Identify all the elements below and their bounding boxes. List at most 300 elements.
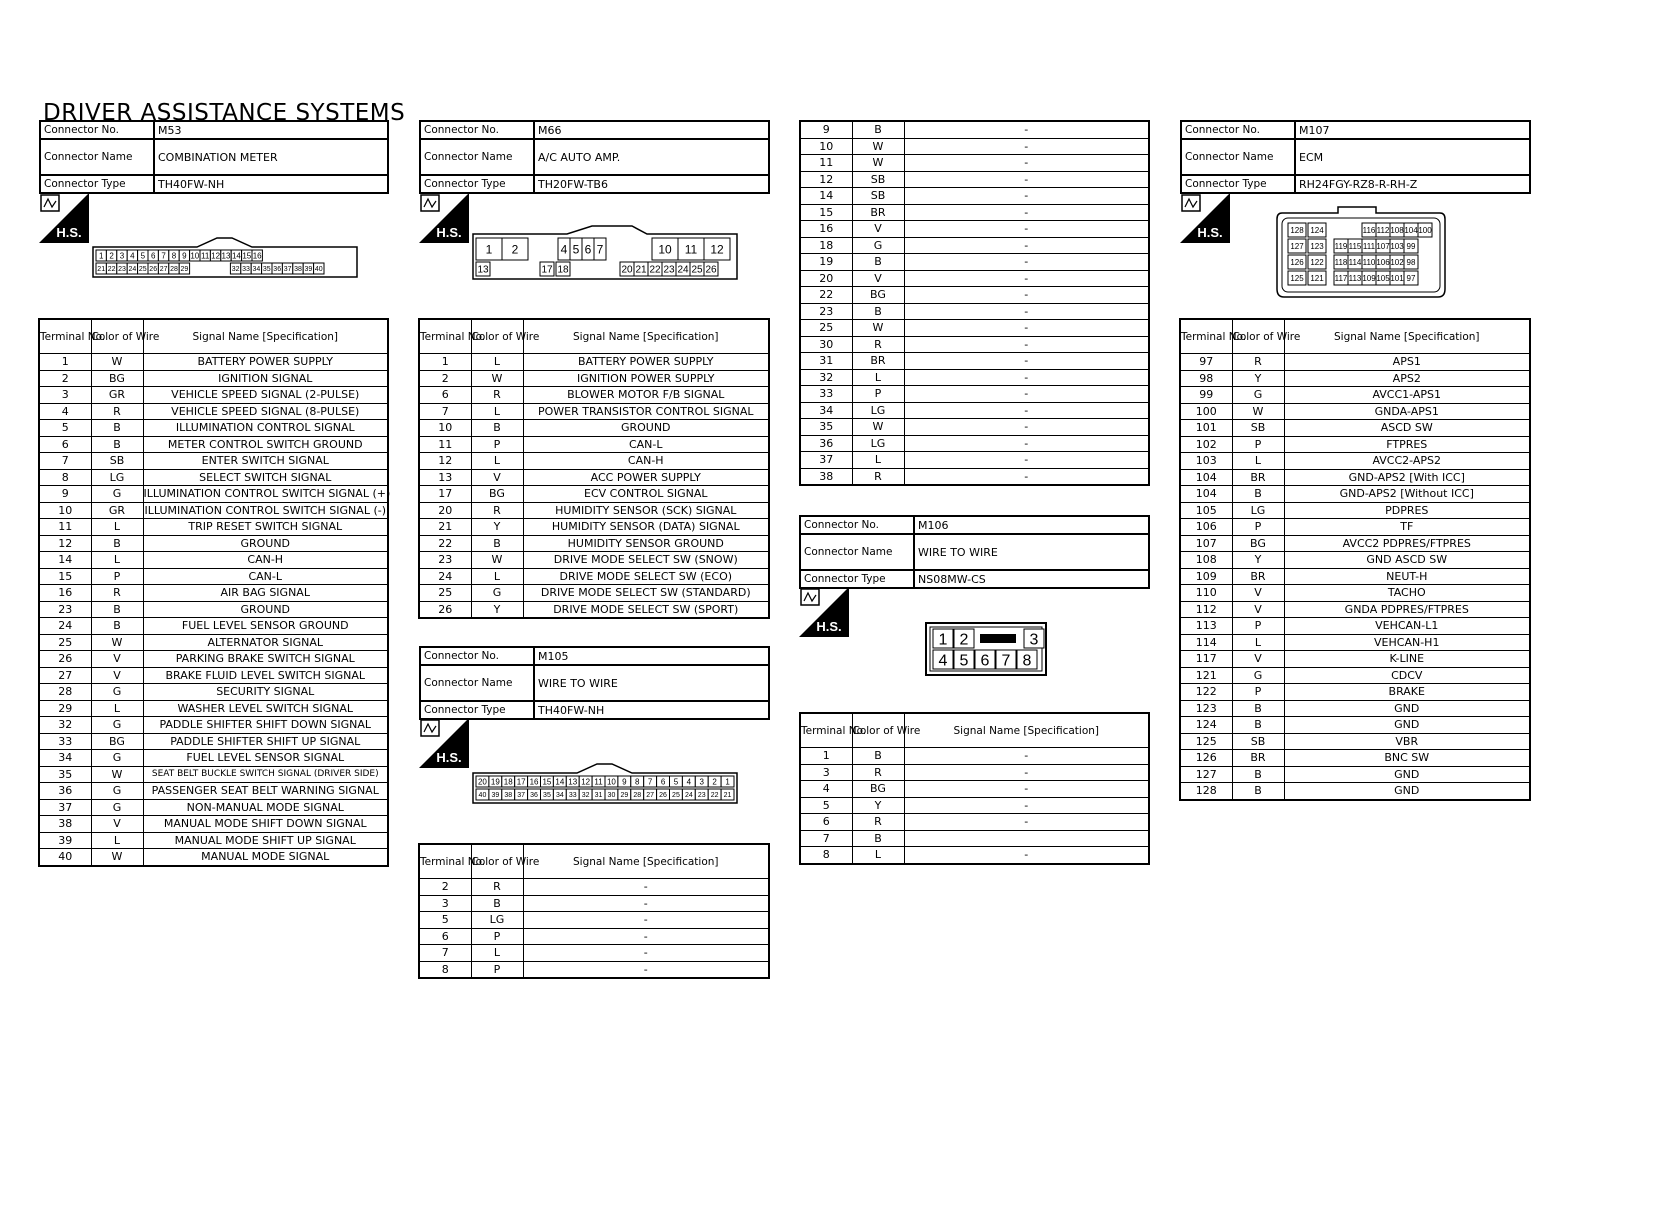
wire-color-cell: P (1232, 684, 1284, 701)
terminal-no-cell: 14 (39, 552, 91, 569)
wire-color-cell: Y (471, 601, 523, 618)
pin-label: 11 (201, 251, 210, 261)
table-row (800, 748, 1149, 765)
table-row (1180, 700, 1530, 717)
terminal-table-m105-continued (799, 120, 1150, 486)
table-row (419, 502, 769, 519)
table-row (419, 387, 769, 404)
header-color-of-wire: Color of Wire (1232, 319, 1284, 354)
pin-label: 12 (710, 242, 724, 257)
terminal-table-m66 (418, 318, 770, 619)
table-row (1180, 387, 1530, 404)
header-terminal-no: Terminal No. (800, 713, 852, 748)
wire-color-cell: R (1232, 354, 1284, 371)
wire-color-cell: W (91, 766, 143, 783)
terminal-no-cell: 9 (39, 486, 91, 503)
signal-name-cell: - (904, 121, 1149, 138)
signal-name-cell: METER CONTROL SWITCH GROUND (143, 436, 388, 453)
wire-color-cell: SB (1232, 420, 1284, 437)
terminal-no-cell: 34 (800, 402, 852, 419)
wire-color-cell: W (852, 155, 904, 172)
wire-color-cell: LG (1232, 502, 1284, 519)
pin-label: 19 (490, 777, 500, 787)
pin-label: 101 (1390, 273, 1404, 283)
pin-label: 22 (107, 266, 116, 274)
wire-color-cell: B (852, 121, 904, 138)
table-row (1180, 420, 1530, 437)
terminal-no-cell: 123 (1180, 700, 1232, 717)
pin-label: 2 (712, 777, 717, 787)
pin-label: 1 (938, 631, 948, 649)
table-row (39, 684, 388, 701)
table-row (1180, 486, 1530, 503)
terminal-no-cell: 24 (39, 618, 91, 635)
table-row (419, 486, 769, 503)
pin-label: 32 (581, 792, 590, 800)
wire-color-cell: R (852, 814, 904, 831)
harness-side-icon (419, 718, 469, 768)
signal-name-cell: ENTER SWITCH SIGNAL (143, 453, 388, 470)
pin-label: 21 (635, 264, 647, 276)
table-row (419, 469, 769, 486)
label-connector-type: Connector Type (420, 701, 534, 719)
pin-label: 6 (980, 652, 990, 670)
terminal-no-cell: 21 (419, 519, 471, 536)
terminal-no-cell: 5 (39, 420, 91, 437)
pin-label: 10 (606, 777, 616, 787)
table-row (39, 469, 388, 486)
pin-label: 37 (517, 792, 526, 800)
pin-label: 23 (697, 792, 706, 800)
table-row (39, 420, 388, 437)
signal-name-cell: MANUAL MODE SIGNAL (143, 849, 388, 866)
signal-name-cell: PADDLE SHIFTER SHIFT DOWN SIGNAL (143, 717, 388, 734)
wire-color-cell: V (1232, 651, 1284, 668)
signal-name-cell: POWER TRANSISTOR CONTROL SIGNAL (523, 403, 769, 420)
signal-name-cell: VEHICLE SPEED SIGNAL (8-PULSE) (143, 403, 388, 420)
table-row (419, 552, 769, 569)
table-row (39, 403, 388, 420)
wire-color-cell: SB (852, 188, 904, 205)
label-connector-no: Connector No. (420, 647, 534, 665)
pin-label: 14 (555, 777, 565, 787)
pin-label: 6 (150, 251, 156, 261)
pin-label: 18 (503, 777, 513, 787)
table-row (800, 303, 1149, 320)
table-row (800, 353, 1149, 370)
wire-color-cell: BR (1232, 750, 1284, 767)
connector-face-m106 (925, 622, 1047, 676)
pin-label: 7 (161, 251, 166, 261)
signal-name-cell: BRAKE FLUID LEVEL SWITCH SIGNAL (143, 667, 388, 684)
signal-name-cell: - (904, 402, 1149, 419)
terminal-no-cell: 11 (800, 155, 852, 172)
table-row (1180, 354, 1530, 371)
wire-color-cell: BR (852, 353, 904, 370)
wire-color-cell: V (471, 469, 523, 486)
pin-label: 126 (1290, 257, 1304, 267)
connector-type-value: TH40FW-NH (154, 175, 388, 193)
signal-name-cell: - (904, 155, 1149, 172)
signal-name-cell: - (523, 928, 769, 945)
connector-info-m53 (39, 120, 389, 194)
connector-face-m53 (92, 232, 358, 278)
terminal-no-cell: 121 (1180, 667, 1232, 684)
table-row (419, 420, 769, 437)
signal-name-cell: - (904, 287, 1149, 304)
terminal-table-m53 (38, 318, 389, 867)
pin-label: 26 (149, 266, 158, 274)
pin-label: 38 (504, 792, 513, 800)
connector-no-value: M66 (534, 121, 769, 139)
table-row (39, 354, 388, 371)
terminal-no-cell: 6 (800, 814, 852, 831)
signal-name-cell: FUEL LEVEL SENSOR GROUND (143, 618, 388, 635)
signal-name-cell: BRAKE (1284, 684, 1530, 701)
wire-color-cell: L (1232, 453, 1284, 470)
signal-name-cell: - (904, 797, 1149, 814)
connector-face-m107 (1276, 205, 1446, 303)
table-row (800, 155, 1149, 172)
connector-no-value: M105 (534, 647, 769, 665)
terminal-no-cell: 30 (800, 336, 852, 353)
hs-label: H.S. (816, 619, 842, 634)
signal-name-cell: HUMIDITY SENSOR GROUND (523, 535, 769, 552)
wire-color-cell: GR (91, 502, 143, 519)
wire-color-cell: L (471, 403, 523, 420)
terminal-no-cell: 12 (800, 171, 852, 188)
wire-color-cell: B (1232, 766, 1284, 783)
table-row (800, 468, 1149, 485)
header-signal-name: Signal Name [Specification] (523, 844, 769, 879)
pin-label: 20 (621, 264, 633, 276)
signal-name-cell: - (904, 435, 1149, 452)
signal-name-cell: - (904, 336, 1149, 353)
table-row (1180, 370, 1530, 387)
connector-name-value: WIRE TO WIRE (534, 665, 769, 701)
pin-label: 6 (660, 777, 666, 787)
signal-name-cell: PARKING BRAKE SWITCH SIGNAL (143, 651, 388, 668)
wire-color-cell: P (1232, 519, 1284, 536)
table-row (39, 519, 388, 536)
pin-label: 4 (686, 777, 692, 787)
wire-color-cell: R (91, 585, 143, 602)
signal-name-cell: SEAT BELT BUCKLE SWITCH SIGNAL (DRIVER SIDE) (143, 766, 388, 783)
terminal-no-cell: 38 (800, 468, 852, 485)
terminal-no-cell: 4 (39, 403, 91, 420)
label-connector-no: Connector No. (1181, 121, 1295, 139)
table-row (800, 204, 1149, 221)
pin-label: 35 (262, 266, 271, 274)
wire-color-cell: W (471, 552, 523, 569)
pin-label: 33 (242, 266, 250, 274)
terminal-no-cell: 114 (1180, 634, 1232, 651)
table-row (1180, 519, 1530, 536)
terminal-no-cell: 4 (800, 781, 852, 798)
terminal-no-cell: 104 (1180, 486, 1232, 503)
signal-name-cell: ALTERNATOR SIGNAL (143, 634, 388, 651)
pin-label: 21 (97, 266, 106, 274)
signal-name-cell: FTPRES (1284, 436, 1530, 453)
pin-label: 24 (677, 264, 689, 276)
pin-label: 113 (1348, 273, 1362, 283)
table-row (39, 552, 388, 569)
pin-label: 30 (607, 792, 616, 800)
wire-color-cell: W (471, 370, 523, 387)
wire-color-cell: L (471, 354, 523, 371)
signal-name-cell: DRIVE MODE SELECT SW (STANDARD) (523, 585, 769, 602)
terminal-no-cell: 36 (39, 783, 91, 800)
wire-color-cell: R (471, 502, 523, 519)
pin-label: 8 (1022, 652, 1032, 670)
signal-name-cell: GROUND (523, 420, 769, 437)
signal-name-cell: - (904, 221, 1149, 238)
pin-label: 8 (171, 251, 177, 261)
terminal-no-cell: 32 (800, 369, 852, 386)
terminal-no-cell: 109 (1180, 568, 1232, 585)
signal-name-cell: GND (1284, 766, 1530, 783)
terminal-no-cell: 5 (800, 797, 852, 814)
header-color-of-wire: Color of Wire (91, 319, 143, 354)
signal-name-cell: NON-MANUAL MODE SIGNAL (143, 799, 388, 816)
harness-side-icon (799, 587, 849, 637)
pin-label: 108 (1390, 225, 1404, 235)
hs-label: H.S. (56, 225, 82, 240)
wire-color-cell: B (852, 303, 904, 320)
pin-label: 13 (477, 264, 489, 276)
signal-name-cell: DRIVE MODE SELECT SW (SNOW) (523, 552, 769, 569)
label-connector-name: Connector Name (800, 534, 914, 570)
table-row (39, 535, 388, 552)
connector-info-m106 (799, 515, 1150, 589)
pin-label: 15 (542, 777, 552, 787)
table-row (39, 717, 388, 734)
connector-face-m66 (472, 224, 738, 280)
pin-label: 25 (691, 264, 703, 276)
table-row (39, 387, 388, 404)
signal-name-cell: - (904, 171, 1149, 188)
wire-color-cell: W (852, 320, 904, 337)
wire-color-cell: B (91, 436, 143, 453)
signal-name-cell: ILLUMINATION CONTROL SWITCH SIGNAL (-) (144, 503, 386, 517)
key-slot (980, 634, 1016, 643)
terminal-no-cell: 1 (800, 748, 852, 765)
header-terminal-no: Terminal No. (39, 319, 91, 354)
signal-name-cell: GROUND (143, 601, 388, 618)
table-row (419, 519, 769, 536)
terminal-no-cell: 124 (1180, 717, 1232, 734)
wire-color-cell: P (852, 386, 904, 403)
table-row (39, 700, 388, 717)
wire-color-cell: R (852, 336, 904, 353)
table-row (800, 336, 1149, 353)
table-row (419, 354, 769, 371)
wire-color-cell: V (1232, 585, 1284, 602)
terminal-no-cell: 16 (800, 221, 852, 238)
signal-name-cell: ECV CONTROL SIGNAL (523, 486, 769, 503)
terminal-no-cell: 10 (800, 138, 852, 155)
wire-color-cell: P (1232, 618, 1284, 635)
signal-name-cell: - (904, 419, 1149, 436)
signal-name-cell: VBR (1284, 733, 1530, 750)
pin-label: 40 (478, 792, 487, 800)
wire-color-cell: Y (471, 519, 523, 536)
pin-label: 8 (635, 777, 640, 787)
table-row (1180, 783, 1530, 800)
header-signal-name: Signal Name [Specification] (143, 319, 388, 354)
terminal-no-cell: 97 (1180, 354, 1232, 371)
wire-color-cell: BG (91, 370, 143, 387)
table-row (800, 764, 1149, 781)
terminal-no-cell: 33 (39, 733, 91, 750)
signal-name-cell: ASCD SW (1284, 420, 1530, 437)
pin-label: 7 (647, 777, 653, 787)
table-row (800, 830, 1149, 847)
terminal-no-cell: 20 (800, 270, 852, 287)
pin-label: 23 (663, 264, 675, 276)
wire-color-cell: L (471, 945, 523, 962)
signal-name-cell: DRIVE MODE SELECT SW (ECO) (523, 568, 769, 585)
terminal-no-cell: 23 (419, 552, 471, 569)
terminal-no-cell: 99 (1180, 387, 1232, 404)
signal-name-cell: SECURITY SIGNAL (143, 684, 388, 701)
signal-name-cell: HUMIDITY SENSOR (SCK) SIGNAL (523, 502, 769, 519)
terminal-no-cell: 7 (419, 945, 471, 962)
terminal-no-cell: 25 (800, 320, 852, 337)
table-row (39, 618, 388, 635)
pin-label: 22 (710, 792, 719, 800)
signal-name-cell: AIR BAG SIGNAL (143, 585, 388, 602)
signal-name-cell: K-LINE (1284, 651, 1530, 668)
wire-color-cell: L (471, 568, 523, 585)
connector-info-m107 (1180, 120, 1531, 194)
table-row (800, 386, 1149, 403)
pin-label: 1 (485, 242, 493, 257)
connector-no-value: M53 (154, 121, 388, 139)
table-row (1180, 403, 1530, 420)
table-row (419, 535, 769, 552)
signal-name-cell: PDPRES (1284, 502, 1530, 519)
table-row (39, 750, 388, 767)
signal-name-cell: NEUT-H (1284, 568, 1530, 585)
pin-label: 38 (294, 266, 302, 274)
terminal-no-cell: 126 (1180, 750, 1232, 767)
table-row (1180, 684, 1530, 701)
table-row (39, 651, 388, 668)
pin-label: 26 (659, 792, 667, 800)
wire-color-cell: SB (852, 171, 904, 188)
terminal-no-cell: 14 (800, 188, 852, 205)
pin-label: 7 (1001, 652, 1011, 670)
signal-name-cell: - (904, 270, 1149, 287)
pin-label: 124 (1310, 225, 1324, 235)
signal-name-cell: - (523, 945, 769, 962)
connector-type-value: RH24FGY-RZ8-R-RH-Z (1295, 175, 1530, 193)
terminal-no-cell: 15 (800, 204, 852, 221)
pin-label: 100 (1418, 225, 1432, 235)
wire-color-cell: P (1232, 436, 1284, 453)
signal-name-cell: AVCC2 PDPRES/FTPRES (1284, 535, 1530, 552)
terminal-no-cell: 25 (39, 634, 91, 651)
connector-face-m105 (472, 758, 738, 804)
pin-label: 119 (1334, 241, 1348, 251)
table-row (1180, 585, 1530, 602)
terminal-no-cell: 10 (39, 502, 91, 519)
table-row (39, 370, 388, 387)
pin-label: 125 (1290, 273, 1304, 283)
pin-label: 24 (684, 792, 693, 800)
pin-label: 112 (1376, 225, 1390, 235)
terminal-no-cell: 27 (39, 667, 91, 684)
pin-label: 27 (646, 792, 655, 800)
terminal-no-cell: 113 (1180, 618, 1232, 635)
terminal-no-cell: 28 (39, 684, 91, 701)
table-row (39, 832, 388, 849)
signal-name-cell: SELECT SWITCH SIGNAL (143, 469, 388, 486)
terminal-no-cell: 37 (800, 452, 852, 469)
table-row (800, 419, 1149, 436)
terminal-no-cell: 17 (419, 486, 471, 503)
terminal-no-cell: 26 (39, 651, 91, 668)
pin-label: 6 (584, 242, 592, 257)
pin-label: 114 (1348, 257, 1362, 267)
wire-color-cell: P (471, 436, 523, 453)
terminal-no-cell: 36 (800, 435, 852, 452)
label-connector-type: Connector Type (800, 570, 914, 588)
pin-label: 10 (190, 251, 200, 261)
wire-color-cell: Y (852, 797, 904, 814)
table-row (419, 961, 769, 978)
signal-name-cell: - (904, 237, 1149, 254)
pin-label: 29 (180, 266, 189, 274)
pin-label: 107 (1376, 241, 1390, 251)
table-row (39, 799, 388, 816)
wire-color-cell: W (852, 138, 904, 155)
signal-name-cell: - (904, 814, 1149, 831)
table-row (39, 601, 388, 618)
pin-label: 5 (959, 652, 969, 670)
table-row (39, 783, 388, 800)
pin-label: 2 (511, 242, 519, 257)
terminal-no-cell: 12 (39, 535, 91, 552)
pin-label: 97 (1406, 273, 1416, 283)
pin-label: 117 (1334, 273, 1348, 283)
terminal-no-cell: 35 (800, 419, 852, 436)
wire-color-cell: GR (91, 387, 143, 404)
connector-type-value: TH40FW-NH (534, 701, 769, 719)
signal-name-cell: GND-APS2 [Without ICC] (1284, 486, 1530, 503)
table-row (39, 733, 388, 750)
wire-color-cell: L (1232, 634, 1284, 651)
wire-color-cell: B (91, 601, 143, 618)
terminal-no-cell: 6 (419, 928, 471, 945)
wire-color-cell: G (91, 486, 143, 503)
table-row (1180, 601, 1530, 618)
pin-label: 13 (568, 777, 578, 787)
pin-label: 118 (1334, 257, 1348, 267)
wire-color-cell: V (852, 270, 904, 287)
terminal-no-cell: 33 (800, 386, 852, 403)
table-row (419, 568, 769, 585)
wire-color-cell: P (91, 568, 143, 585)
signal-name-cell: CAN-H (143, 552, 388, 569)
signal-name-cell: VEHICLE SPEED SIGNAL (2-PULSE) (143, 387, 388, 404)
terminal-no-cell: 13 (419, 469, 471, 486)
terminal-no-cell: 6 (419, 387, 471, 404)
pin-label: 36 (273, 266, 282, 274)
connector-name-value: ECM (1295, 139, 1530, 175)
wire-color-cell: W (852, 419, 904, 436)
